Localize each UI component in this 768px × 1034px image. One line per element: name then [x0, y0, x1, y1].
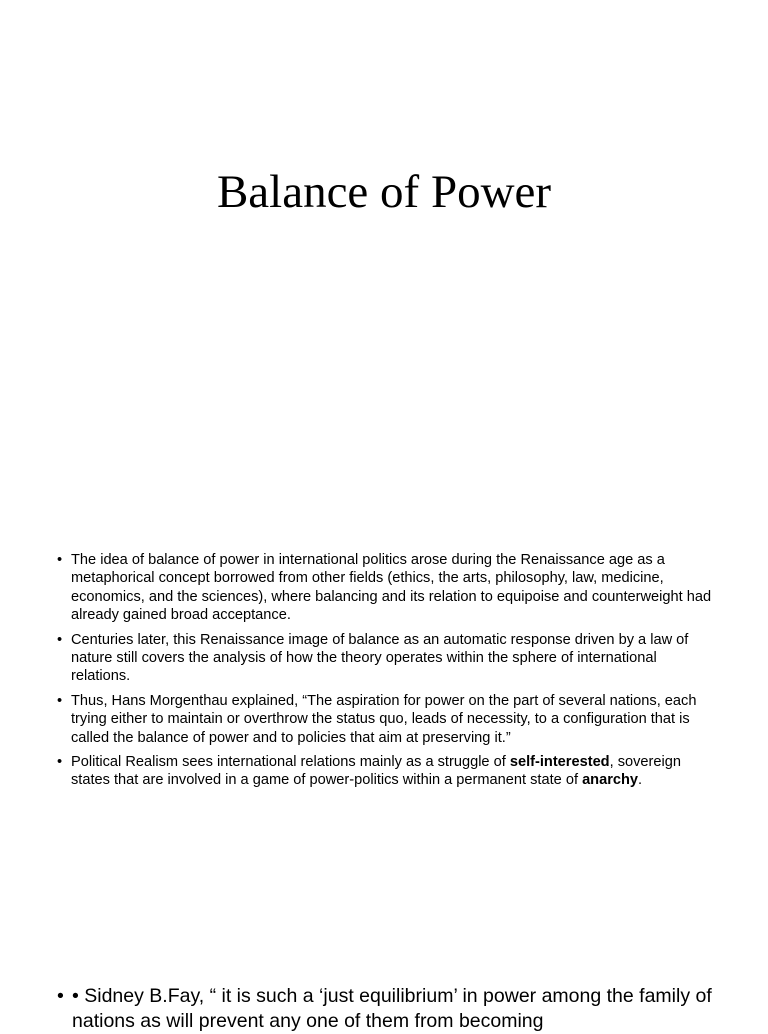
- bullet-text-start: Political Realism sees international relations mainly as a struggle of: [71, 754, 510, 771]
- bullet-text: Thus, Hans Morgenthau explained, “The aspiration for power on the part of several nations, each trying either to maintain or overthrow the status quo, leads of necessity, to a configuration that is called the balance of power and to policies that aim at preserving it.”: [71, 692, 697, 746]
- list-item: [57, 551, 717, 625]
- list-item: [57, 692, 717, 747]
- list-item: [57, 984, 737, 1034]
- bullet-glyph: •: [57, 552, 63, 568]
- bullet-text: Centuries later, this Renaissance image of balance as an automatic response driven by a law of nature still covers the analysis of how the theory operates within the sphere of international relations.: [71, 631, 689, 685]
- bullet-text: The idea of balance of power in international politics arose during the Renaissance age as a metaphorical concept borrowed from other fields (ethics, the arts, philosophy, law, medicine, economics, and the sciences), where balancing and its relation to equipoise and counterweight had already gained broad acceptance.: [71, 552, 712, 624]
- page-title: Balance of Power: [216, 166, 552, 218]
- quote-bullet-list: [57, 984, 737, 1034]
- bullet-text-middle: , sovereign states that are involved in a game of power-politics within a permanent state of: [71, 754, 681, 789]
- bullet-text-end: .: [638, 772, 643, 789]
- quote-text: • Sidney B.Fay, “ it is such a ‘just equilibrium’ in power among the family of nations as will prevent any one of them from becoming: [72, 985, 712, 1032]
- bullet-glyph: •: [57, 754, 63, 771]
- list-item: [57, 631, 717, 686]
- bullet-glyph: •: [57, 631, 63, 648]
- bold-term-anarchy: anarchy: [582, 772, 639, 789]
- bold-term-self-interested: self-interested: [509, 754, 610, 771]
- list-item: [57, 753, 717, 790]
- bullet-glyph: •: [57, 692, 63, 709]
- bullet-list: [57, 551, 717, 796]
- bullet-glyph: •: [57, 985, 64, 1007]
